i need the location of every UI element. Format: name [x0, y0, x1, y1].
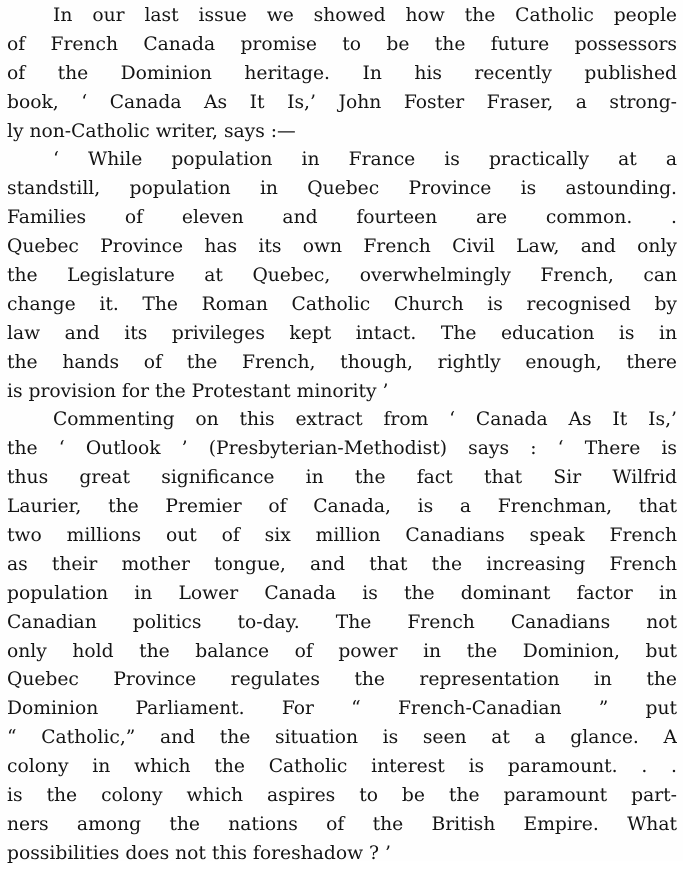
text-line: Laurier, the Premier of Canada, is a Frenchman, that: [7, 496, 677, 518]
text-line: ly non-Catholic writer, says :—: [7, 120, 296, 142]
text-line: population in Lower Canada is the dominant factor in: [7, 582, 677, 604]
text-line: is provision for the Protestant minority ’: [7, 380, 389, 402]
text-line: possibilities does not this foreshadow ? ’: [7, 842, 391, 864]
text-line: the ‘ Outlook ’ (Presbyterian-Methodist) says : ‘ There is: [7, 438, 677, 460]
text-line: “ Catholic,” and the situation is seen at a glance. A: [7, 727, 677, 749]
text-line: the hands of the French, though, rightly enough, there: [7, 351, 677, 373]
text-line: Quebec Province has its own French Civil Law, and only: [7, 236, 677, 258]
text-line: of French Canada promise to be the future possessors: [7, 33, 677, 55]
text-line: is the colony which aspires to be the paramount part-: [7, 785, 677, 807]
text-line: Quebec Province regulates the representation in the: [7, 669, 677, 691]
text-line: Commenting on this extract from ‘ Canada As It Is,’: [53, 409, 677, 431]
text-line: as their mother tongue, and that the increasing French: [7, 553, 677, 575]
text-line: two millions out of six million Canadians speak French: [7, 525, 677, 547]
text-line: only hold the balance of power in the Dominion, but: [7, 640, 677, 662]
text-line: book, ‘ Canada As It Is,’ John Foster Fraser, a strong-: [7, 91, 677, 113]
text-line: ‘ While population in France is practically at a: [53, 149, 677, 171]
text-line: the Legislature at Quebec, overwhelmingly French, can: [7, 265, 677, 287]
text-line: standstill, population in Quebec Province is astounding.: [7, 178, 677, 200]
text-line: Dominion Parliament. For “ French-Canadian ” put: [7, 698, 677, 720]
text-line: thus great significance in the fact that Sir Wilfrid: [7, 467, 677, 489]
text-line: change it. The Roman Catholic Church is recognised by: [7, 293, 677, 315]
text-line: Families of eleven and fourteen are common. .: [7, 207, 677, 229]
text-line: law and its privileges kept intact. The education is in: [7, 322, 677, 344]
text-line: ners among the nations of the British Empire. What: [7, 813, 677, 835]
text-line: Canadian politics to-day. The French Canadians not: [7, 611, 677, 633]
text-line: colony in which the Catholic interest is paramount. . .: [7, 756, 677, 778]
text-line: of the Dominion heritage. In his recently published: [7, 62, 677, 84]
text-line: In our last issue we showed how the Catholic people: [53, 5, 677, 26]
